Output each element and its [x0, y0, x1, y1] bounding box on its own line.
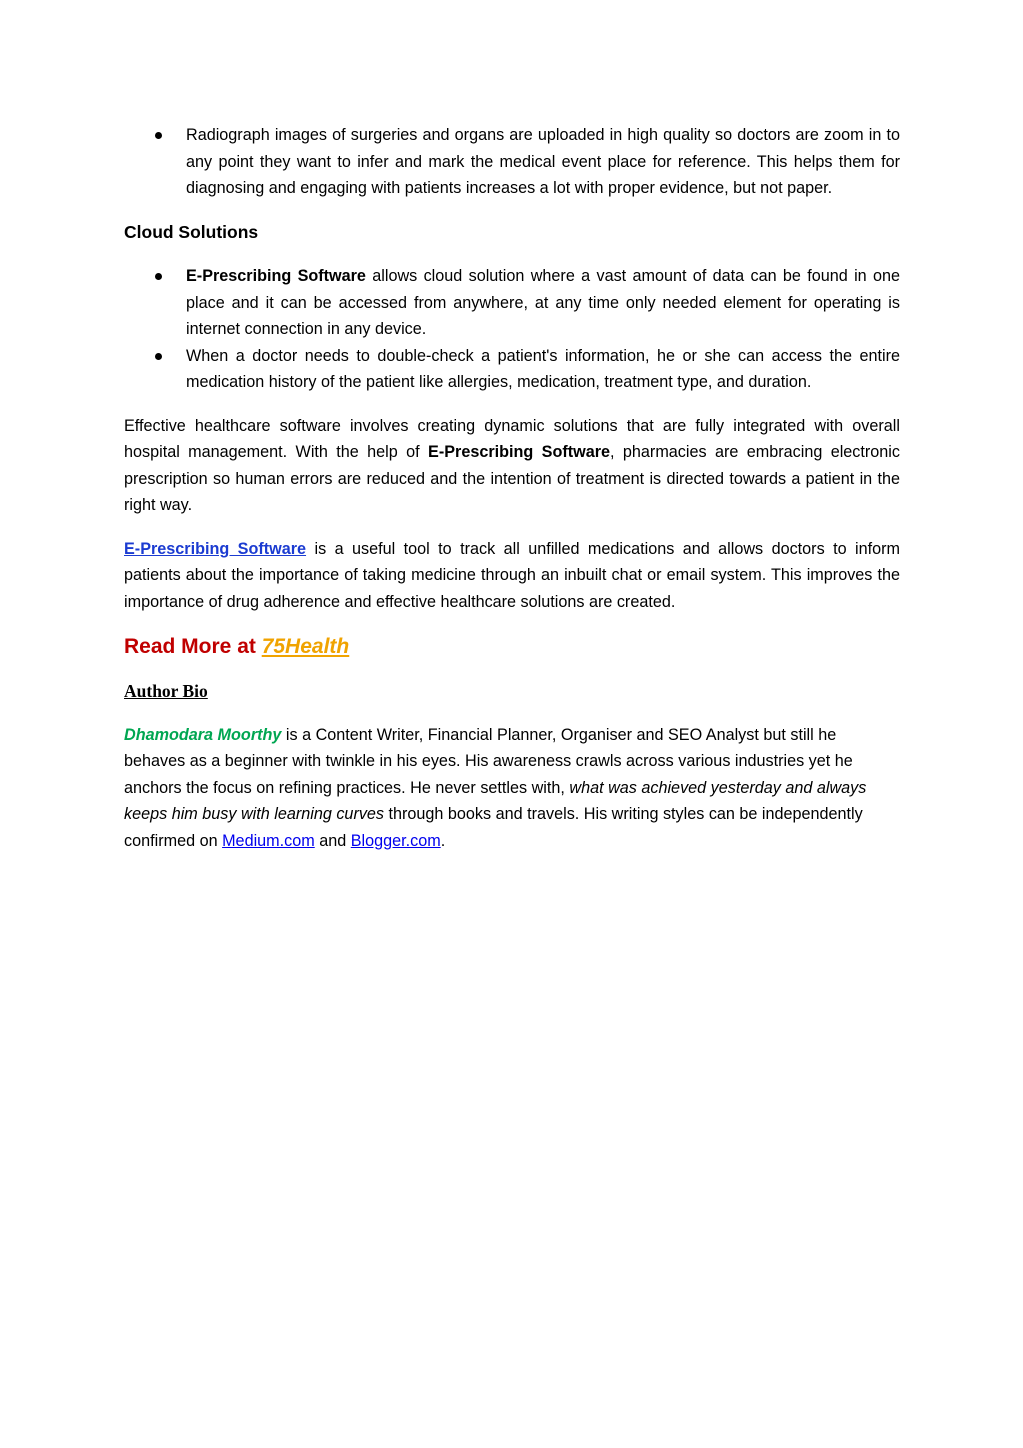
bullet-icon — [155, 273, 162, 280]
bullet-text: When a doctor needs to double-check a patient's information, he or she can access the entire medication history of the patient like allergies, medication, treatment type, and duration. — [186, 346, 900, 391]
75health-link[interactable]: 75Health — [261, 635, 350, 658]
document-page — [124, 122, 900, 854]
author-bio-paragraph — [124, 722, 900, 855]
read-more-heading — [124, 632, 900, 662]
bullet-icon — [155, 353, 162, 360]
bio-text: through books and travels. His writing styles can be independently confirmed on — [124, 805, 863, 850]
paragraph-text: , pharmacies are embracing electronic prescription so human errors are reduced and the intention of treatment is directed towards a patient in the right way. — [124, 443, 900, 514]
cloud-bullet-list — [124, 263, 900, 396]
bullet-text: Radiograph images of surgeries and organs are uploaded in high quality so doctors are zoom in to any point they want to infer and mark the medical event place for reference. This helps them for diagnosing and engaging with patients increases a lot with proper evidence, but not paper. — [186, 126, 900, 197]
paragraph-e-prescribing — [124, 536, 900, 616]
read-more-label: Read More at — [124, 635, 262, 658]
bullet-text: allows cloud solution where a vast amount of data can be found in one place and it can be accessed from anywhere, at any time only needed element for operating is internet connection in any device. — [186, 267, 900, 338]
paragraph-healthcare-software — [124, 413, 900, 519]
bullet-icon — [155, 132, 162, 139]
author-bio-heading: Author Bio — [124, 681, 208, 701]
bio-text: . — [440, 831, 446, 850]
intro-bullet-list — [124, 122, 900, 202]
author-name: Dhamodara Moorthy — [124, 725, 282, 744]
paragraph-strong-text: E-Prescribing Software — [428, 443, 611, 461]
e-prescribing-link[interactable]: E-Prescribing Software — [124, 539, 307, 558]
list-item — [124, 263, 900, 343]
list-item — [124, 122, 900, 202]
paragraph-text: Effective healthcare software involves creating dynamic solutions that are fully integrated with overall hospital management. With the help of — [124, 416, 900, 461]
bullet-strong-text: E-Prescribing Software — [186, 267, 366, 285]
bio-italic-text: what was achieved yesterday and always keeps him busy with learning curves — [124, 778, 867, 823]
paragraph-text: is a useful tool to track all unfilled medications and allows doctors to inform patients about the importance of taking medicine through an inbuilt chat or email system. This improves the importance of drug adherence and effective healthcare solutions are created. — [124, 539, 900, 611]
blogger-link[interactable]: Blogger.com — [350, 831, 441, 850]
list-item — [124, 343, 900, 396]
section-heading-cloud-solutions: Cloud Solutions — [124, 221, 259, 242]
bio-text: and — [314, 831, 351, 850]
bio-text: is a Content Writer, Financial Planner, Organiser and SEO Analyst but still he behaves as a beginner with twinkle in his eyes. His awareness crawls across various industries yet he anchors the focus on refining practices. He never settles with, — [124, 725, 853, 797]
medium-link[interactable]: Medium.com — [222, 831, 315, 850]
